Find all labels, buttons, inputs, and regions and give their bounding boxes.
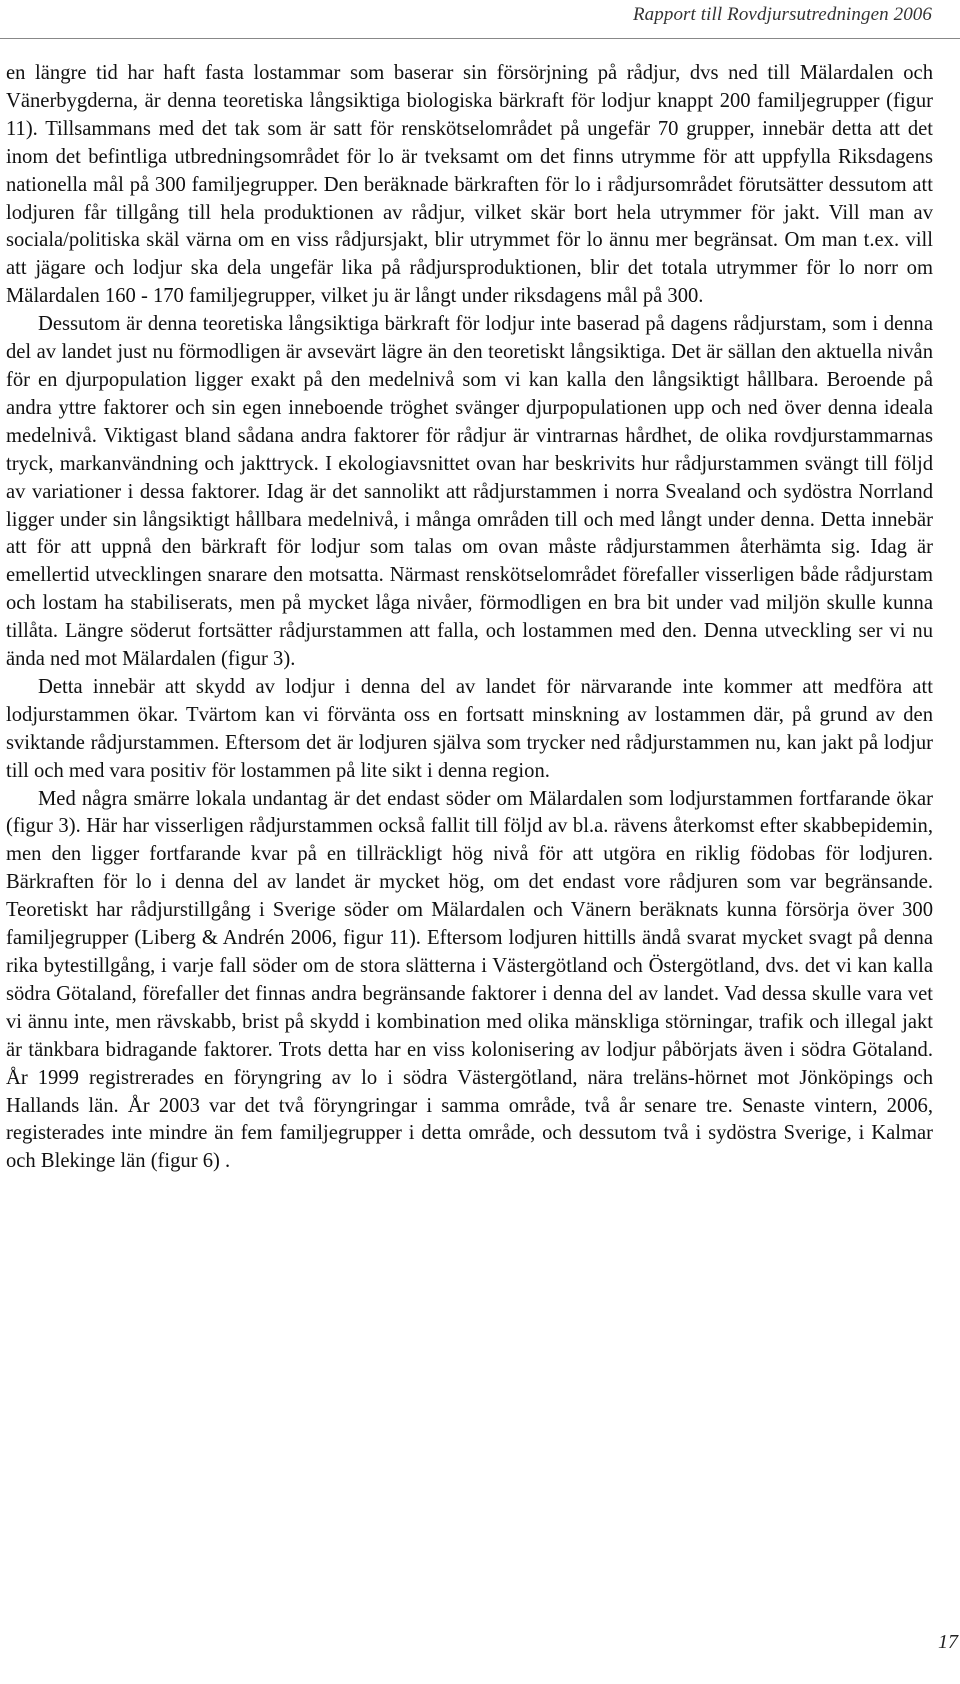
paragraph-roe-deer-population: Dessutom är denna teoretiska långsiktiga bärkraft för lodjur inte baserad på dagens rådjurstam, som i denna del av landet just nu förmodligen är avsevärt lägre än den teoretiskt långsiktiga. Det är sällan den aktuella nivån för en djurpopulation ligger exakt på den medelnivå som vi kan kalla den långsiktigt hållbara. Beroende på andra yttre faktorer och sin egen inneboende tröghet svänger djurpopulationen upp och ned över denna ideala medelnivå. Viktigast bland sådana andra faktorer för rådjur är vintrarnas hårdhet, de olika rovdjurstammarnas tryck, markanvändning och jakttryck. I ekologiavsnittet ovan har beskrivits hur rådjurstammen svängt till följd av variationer i dessa faktorer. Idag är det sannolikt att rådjurstammen i norra Svealand och sydöstra Norrland ligger under sin långsiktigt hållbara medelnivå, i många områden till och med långt under denna. Detta innebär att för att uppnå den bärkraft för lodjur som talas om ovan måste rådjurstammen återhämta sig. Idag är emellertid utvecklingen snarare den motsatta. Närmast renskötselområdet förefaller visserligen både rådjurstam och lostam ha stabiliserats, men på mycket låga nivåer, förmodligen en bra bit under vad miljön skulle kunna tillåta. Längre söderut fortsätter rådjurstammen att falla, och lostammen med den. Denna utveckling ser vi nu ända ned mot Mälardalen (figur 3). [6,313,933,671]
paragraph-south-of-malardalen: Med några smärre lokala undantag är det endast söder om Mälardalen som lodjurstammen fortfarande ökar (figur 3). Här har visserligen rådjurstammen också fallit till följd av bl.a. rävens återkomst efter skabbepidemin, men den ligger fortfarande kvar på en tillräckligt hög nivå för att utgöra en riklig födobas för lodjuren. Bärkraften för lo i denna del av landet är mycket hög, om det endast vore rådjuren som var begränsande. Teoretiskt har rådjurstillgång i Sverige söder om Mälardalen och Vänern beräknats kunna försörja över 300 familjegrupper (Liberg & Andrén 2006, figur 11). Eftersom lodjuren hittills ändå svarat mycket svagt på denna rika bytestillgång, i varje fall söder om de stora slätterna i Västergötland och Östergötland, dvs. det vi kan kalla södra Götaland, förefaller det finnas andra begränsande faktorer i denna del av landet. Vad dessa skulle vara vet vi ännu inte, men rävskabb, brist på skydd i kombination med olika mänskliga störningar, trafik och illegal jakt är tänkbara bidragande faktorer. Trots detta har en viss kolonisering av lodjur påbörjats även i södra Götaland. År 1999 registrerades en föryngring av lo i södra Västergötland, nära treläns-hörnet mot Jönköpings och Hallands län. År 2003 var det två föryngringar i samma område, två år senare tre. Senaste vintern, 2006, registerades inte mindre än fem familjegrupper i detta område, och dessutom två i sydöstra Sverige, i Kalmar och Blekinge län (figur 6) . [6,787,933,1173]
paragraph-continued: en längre tid har haft fasta lostammar som baserar sin försörjning på rådjur, dvs ned till Mälardalen och Vänerbygderna, är denna teoretiska långsiktiga biologiska bärkraft för lodjur knappt 200 familjegrupper (figur 11). Tillsammans med det tak som är satt för renskötselområdet på ungefär 70 grupper, innebär detta att det inom det befintliga utbredningsområdet för lo är tveksamt om det finns utrymme för att uppfylla Riksdagens nationella mål på 300 familjegrupper. Den beräknade bärkraften för lo i rådjursområdet förutsätter dessutom att lodjuren får tillgång till hela produktionen av rådjur, vilket skär bort hela utrymmer för jakt. Vill man av sociala/politiska skäl värna om en viss rådjursjakt, blir utrymmet för lo ännu mer begränsat. Om man t.ex. vill att jägare och lodjur ska dela ungefär lika på rådjursproduktionen, blir det totala utrymmer för lo norr om Mälardalen 160 - 170 familjegrupper, vilket ju är långt under riksdagens mål på 300. [6,62,933,308]
paragraph-protection-effect: Detta innebär att skydd av lodjur i denna del av landet för närvarande inte kommer att medföra att lodjurstammen ökar. Tvärtom kan vi förvänta oss en fortsatt minskning av lostammen där, på grund av den sviktande rådjurstammen. Eftersom det är lodjuren själva som trycker ned rådjurstammen nu, kan jakt på lodjur till och med vara positiv för lostammen på lite sikt i denna region. [6,675,933,782]
header-divider [0,38,960,39]
report-body [6,60,933,1176]
running-header: Rapport till Rovdjursutredningen 2006 [632,4,932,25]
page-number: 17 [938,1631,958,1653]
